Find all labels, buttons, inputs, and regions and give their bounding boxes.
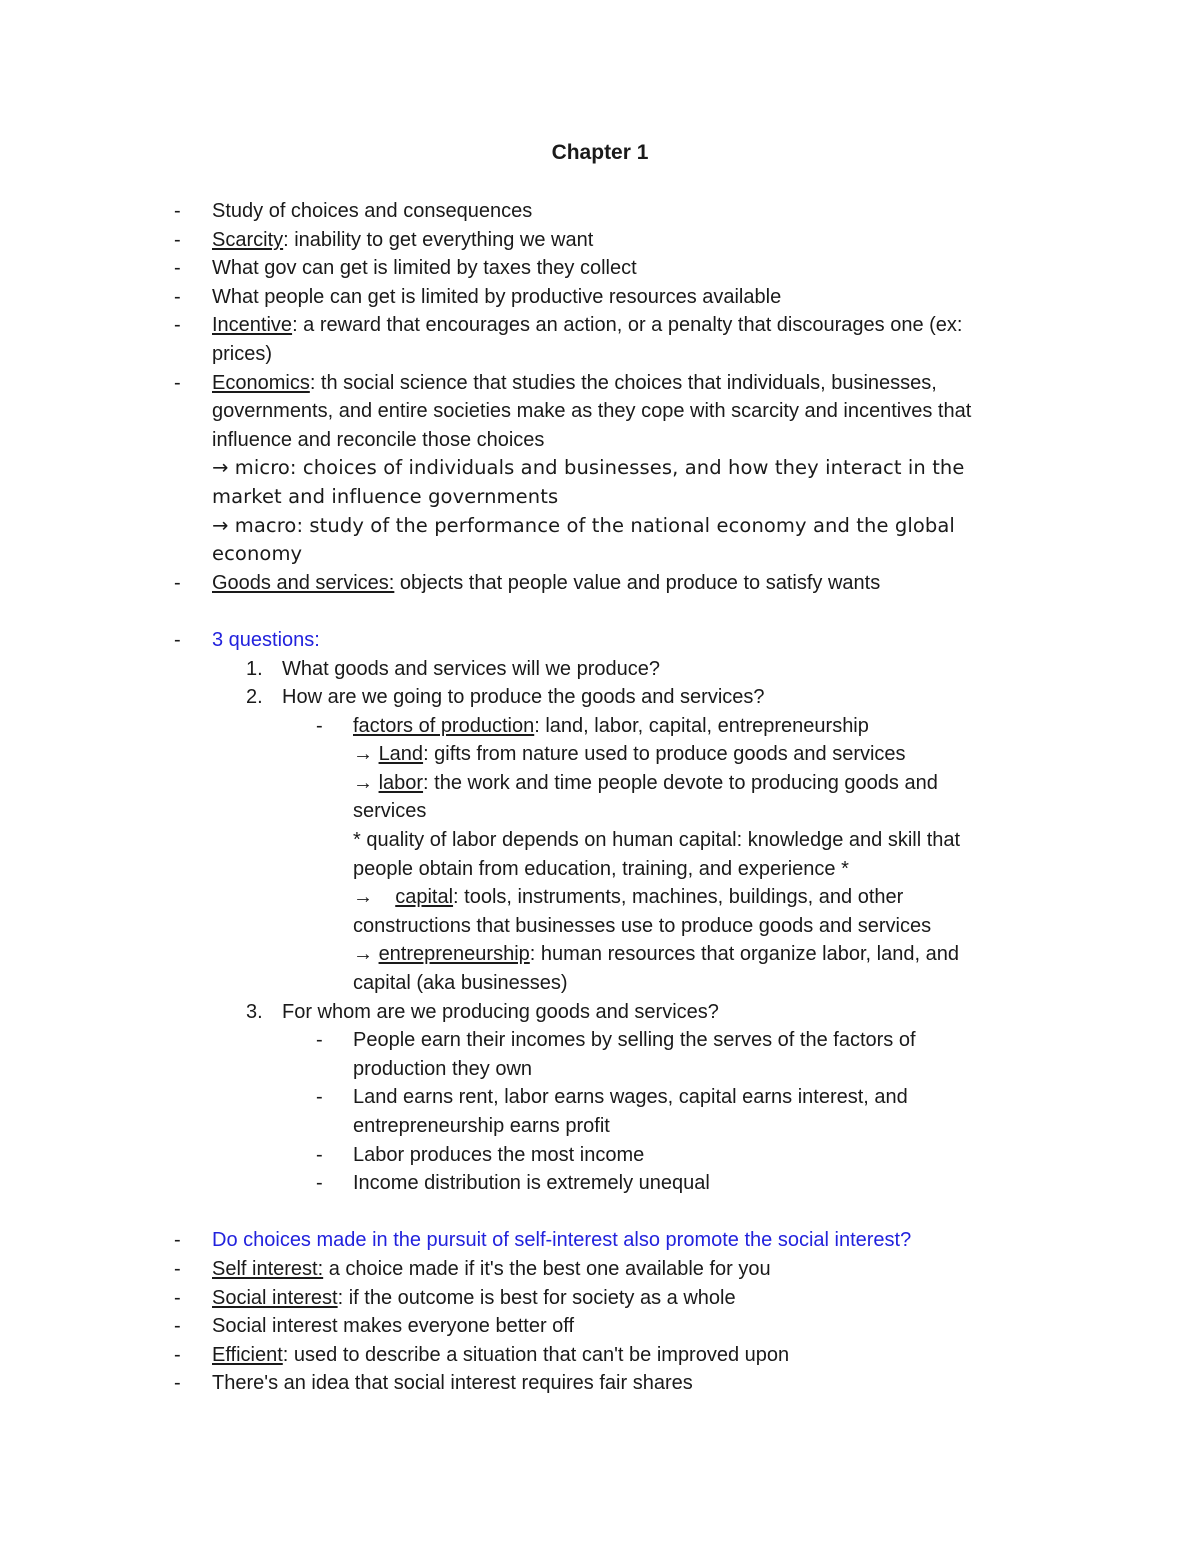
list-item-continuation: prices)	[212, 342, 273, 365]
bullet-dash: -	[174, 571, 181, 594]
list-item-continuation: economy	[212, 542, 303, 566]
bullet-dash: -	[316, 1143, 323, 1166]
sub-point-land: → Land: gifts from nature used to produce goods and services	[353, 743, 906, 766]
list-item-continuation: market and influence governments	[212, 484, 559, 508]
notes-body	[0, 197, 1200, 1398]
term-goods-and-services: Goods and services:	[212, 571, 395, 594]
term-factors-of-production: factors of production	[353, 714, 535, 737]
bullet-dash: -	[174, 1257, 181, 1280]
section-heading-questions: - 3 questions:	[0, 626, 1200, 655]
term-efficient: Efficient	[212, 1343, 283, 1366]
section-heading-interest: - Do choices made in the pursuit of self-interest also promote the social interest?	[0, 1226, 1200, 1255]
list-item: - What people can get is limited by productive resources available	[0, 283, 1200, 312]
term-incentive: Incentive	[212, 314, 293, 337]
arrow-icon: →	[353, 886, 373, 909]
list-item-continuation: capital (aka businesses)	[353, 972, 568, 995]
bullet-dash: -	[174, 371, 181, 394]
arrow-icon: →	[353, 743, 373, 766]
list-item-continuation: services	[353, 800, 427, 823]
sub-point-labor: → labor: the work and time people devote to producing goods and	[353, 771, 938, 794]
arrow-icon: →	[353, 943, 373, 966]
bullet-dash: -	[174, 257, 181, 280]
numbered-item: 2. How are we going to produce the goods and services?	[246, 686, 765, 709]
bullet-dash: -	[316, 1086, 323, 1109]
bullet-dash: -	[316, 1172, 323, 1195]
list-item: - What gov can get is limited by taxes they collect	[0, 254, 1200, 283]
bullet-dash: -	[316, 714, 323, 737]
list-item: - Goods and services: objects that people value and produce to satisfy wants	[0, 569, 1200, 598]
numbered-item: 1. What goods and services will we produce?	[246, 657, 660, 680]
term-social-interest: Social interest	[212, 1286, 338, 1309]
list-item: - Study of choices and consequences	[0, 197, 1200, 226]
spacer	[0, 1198, 1200, 1227]
term-economics: Economics	[212, 371, 310, 394]
sub-point-micro: → micro: choices of individuals and businesses, and how they interact in the	[212, 456, 965, 480]
sub-point-entrepreneurship: → entrepreneurship: human resources that organize labor, land, and	[353, 943, 959, 966]
bullet-dash: -	[174, 314, 181, 337]
bullet-dash: -	[174, 1315, 181, 1338]
term-self-interest: Self interest:	[212, 1257, 324, 1280]
list-item-continuation: production they own	[353, 1057, 533, 1080]
list-item: - Incentive: a reward that encourages an action, or a penalty that discourages one (ex:	[0, 311, 1200, 340]
bullet-dash: -	[174, 1229, 181, 1252]
list-item-continuation: constructions that businesses use to produce goods and services	[353, 914, 932, 937]
term-land: Land	[378, 743, 424, 766]
note-quality-of-labor: * quality of labor depends on human capital: knowledge and skill that	[353, 829, 961, 852]
list-item: - There's an idea that social interest requires fair shares	[0, 1369, 1200, 1398]
bullet-dash: -	[174, 1343, 181, 1366]
list-item-continuation: influence and reconcile those choices	[212, 428, 545, 451]
arrow-icon: →	[353, 771, 373, 794]
list-item: - Economics: th social science that studies the choices that individuals, businesses,	[0, 369, 1200, 398]
bullet-dash: -	[174, 228, 181, 251]
list-item-continuation: entrepreneurship earns profit	[353, 1115, 610, 1137]
list-item: - Land earns rent, labor earns wages, capital earns interest, and	[0, 1083, 1200, 1112]
list-item: - Income distribution is extremely unequal	[0, 1169, 1200, 1198]
list-item: - Social interest makes everyone better off	[0, 1312, 1200, 1341]
page-title: Chapter 1	[551, 141, 649, 164]
arrow-icon: →	[212, 456, 229, 480]
bullet-dash: -	[174, 285, 181, 308]
bullet-dash: -	[316, 1029, 323, 1052]
list-item: - Efficient: used to describe a situation that can't be improved upon	[0, 1341, 1200, 1370]
list-item: - Scarcity: inability to get everything we want	[0, 226, 1200, 255]
list-item-continuation: people obtain from education, training, and experience *	[353, 857, 849, 880]
list-item: - factors of production: land, labor, capital, entrepreneurship	[0, 712, 1200, 741]
term-scarcity: Scarcity	[212, 228, 284, 251]
sub-point-macro: → macro: study of the performance of the national economy and the global	[212, 513, 955, 537]
list-item: - Self interest: a choice made if it's the best one available for you	[0, 1255, 1200, 1284]
bullet-dash: -	[174, 200, 181, 222]
list-item: - Social interest: if the outcome is best for society as a whole	[0, 1284, 1200, 1313]
term-entrepreneurship: entrepreneurship	[378, 943, 530, 966]
spacer	[0, 597, 1200, 626]
term-labor: labor	[378, 771, 424, 794]
term-capital: capital	[395, 886, 454, 909]
arrow-icon: →	[212, 513, 229, 537]
sub-point-capital: → capital: tools, instruments, machines, buildings, and other	[353, 886, 904, 909]
bullet-dash: -	[174, 1286, 181, 1309]
numbered-item: 3. For whom are we producing goods and services?	[246, 1000, 719, 1023]
list-item: - People earn their incomes by selling the serves of the factors of	[0, 1026, 1200, 1055]
list-item-continuation: governments, and entire societies make as they cope with scarcity and incentives that	[212, 400, 972, 423]
bullet-dash: -	[174, 628, 181, 651]
bullet-dash: -	[174, 1372, 181, 1395]
list-item: - Labor produces the most income	[0, 1141, 1200, 1170]
